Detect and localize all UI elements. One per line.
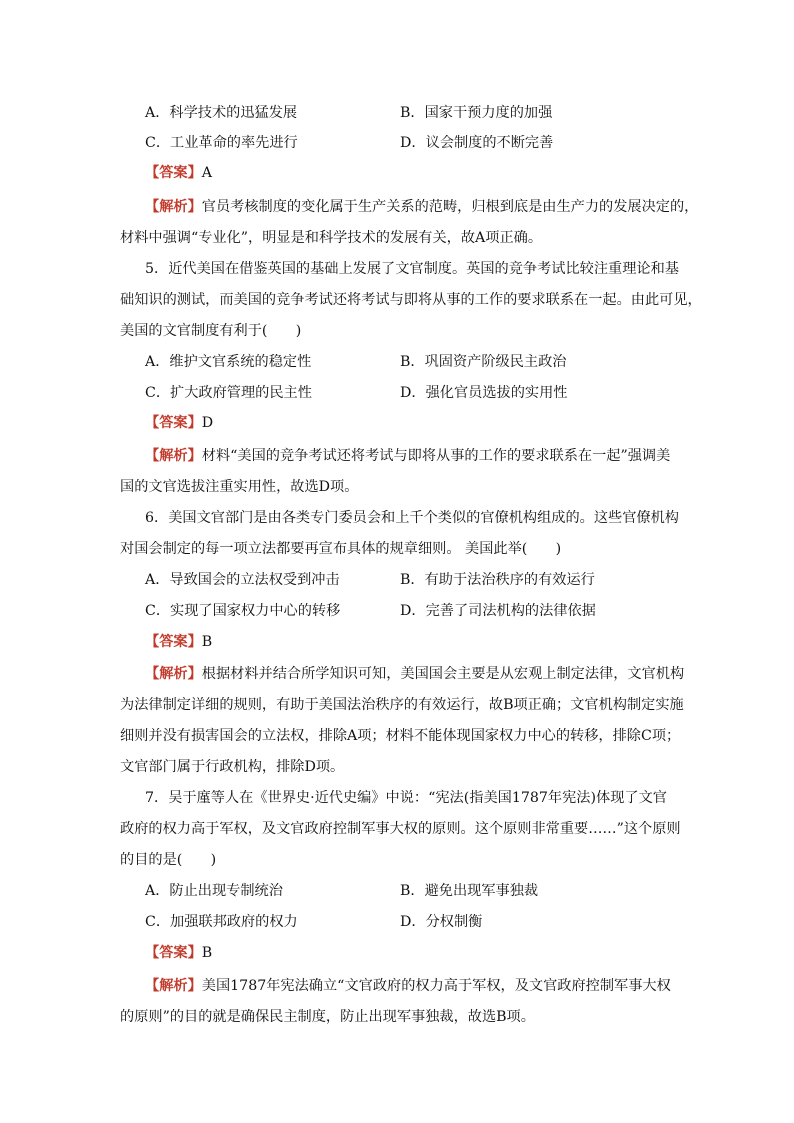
- option-a: A．导致国会的立法权受到冲击: [145, 572, 340, 588]
- analysis-line: [145, 197, 705, 217]
- option-c: C．扩大政府管理的民主性: [145, 385, 312, 401]
- answer-line: [145, 413, 213, 433]
- question-6-stem: 6．美国文官部门是由各类专门委员会和上千个类似的官僚机构组成的。这些官僚机构: [145, 510, 679, 526]
- analysis-tag: 【解析】: [145, 666, 202, 682]
- answer-line: [145, 163, 212, 183]
- option-a: A．防止出现专制统治: [145, 883, 283, 899]
- answer-value: A: [201, 165, 213, 181]
- answer-tag: 【答案】: [145, 634, 202, 650]
- question-7-stem: 政府的权力高于军权，及文官政府控制军事大权的原则。这个原则非常重要……”这个原则: [120, 821, 681, 837]
- analysis-line: 文官部门属于行政机构，排除D项。: [120, 759, 345, 775]
- question-5-stem: 美国的文官制度有利于( ): [120, 323, 302, 339]
- answer-value: D: [201, 415, 214, 431]
- question-5-stem: 5．近代美国在借鉴英国的基础上发展了文官制度。英国的竞争考试比较注重理论和基: [145, 261, 679, 277]
- analysis-tag: 【解析】: [145, 199, 202, 215]
- analysis-text: 材料“美国的竞争考试还将考试与即将从事的工作的要求联系在一起”强调美: [201, 448, 671, 464]
- question-6-stem: 对国会制定的每一项立法都要再宣布具体的规章细则。 美国此举( ): [120, 541, 562, 557]
- analysis-text: 美国1787年宪法确立“文官政府的权力高于军权，及文官政府控制军事大权: [201, 978, 671, 994]
- answer-tag: 【答案】: [145, 165, 202, 181]
- analysis-tag: 【解析】: [145, 978, 202, 994]
- analysis-line: [145, 664, 705, 684]
- analysis-text: 根据材料并结合所学知识可知，美国国会主要是从宏观上制定法律，文官机构: [201, 666, 685, 682]
- option-d: D．议会制度的不断完善: [400, 135, 554, 151]
- option-a: A．维护文官系统的稳定性: [145, 354, 312, 370]
- analysis-line: 细则并没有损害国会的立法权，排除A项；材料不能体现国家权力中心的转移，排除C项；: [120, 728, 681, 744]
- option-d: D．强化官员选拔的实用性: [400, 385, 568, 401]
- answer-value: B: [201, 634, 213, 650]
- analysis-text: 官员考核制度的变化属于生产关系的范畴，归根到底是由生产力的发展决定的，: [201, 199, 699, 215]
- question-7-stem: 的目的是( ): [120, 852, 217, 868]
- analysis-line: 材料中强调“专业化”，明显是和科学技术的发展有关，故A项正确。: [120, 230, 543, 246]
- question-7-stem: 7．吴于廑等人在《世界史·近代史编》中说：“宪法(指美国1787年宪法)体现了文官: [145, 790, 667, 806]
- option-c: C．工业革命的率先进行: [145, 135, 298, 151]
- analysis-line: 为法律制定详细的规则，有助于美国法治秩序的有效运行，故B项正确；文官机构制定实施: [120, 697, 684, 713]
- option-a: A．科学技术的迅猛发展: [145, 105, 298, 121]
- answer-line: [145, 943, 212, 963]
- analysis-line: [145, 976, 705, 996]
- analysis-line: 的原则”的目的就是确保民主制度，防止出现军事独裁，故选B项。: [120, 1009, 535, 1025]
- analysis-line: [145, 446, 705, 466]
- option-b: B．国家干预力度的加强: [400, 105, 553, 121]
- question-5-stem: 础知识的测试，而美国的竞争考试还将考试与即将从事的工作的要求联系在一起。由此可见，: [120, 292, 702, 308]
- option-c: C．加强联邦政府的权力: [145, 914, 298, 930]
- answer-tag: 【答案】: [145, 945, 202, 961]
- analysis-tag: 【解析】: [145, 448, 202, 464]
- option-c: C．实现了国家权力中心的转移: [145, 603, 341, 619]
- answer-tag: 【答案】: [145, 415, 202, 431]
- option-b: B．有助于法治秩序的有效运行: [400, 572, 595, 588]
- option-b: B．巩固资产阶级民主政治: [400, 354, 567, 370]
- option-d: D．分权制衡: [400, 914, 483, 930]
- answer-line: [145, 632, 212, 652]
- answer-value: B: [201, 945, 213, 961]
- option-d: D．完善了司法机构的法律依据: [400, 603, 596, 619]
- analysis-line: 国的文官选拔注重实用性，故选D项。: [120, 479, 359, 495]
- option-b: B．避免出现军事独裁: [400, 883, 539, 899]
